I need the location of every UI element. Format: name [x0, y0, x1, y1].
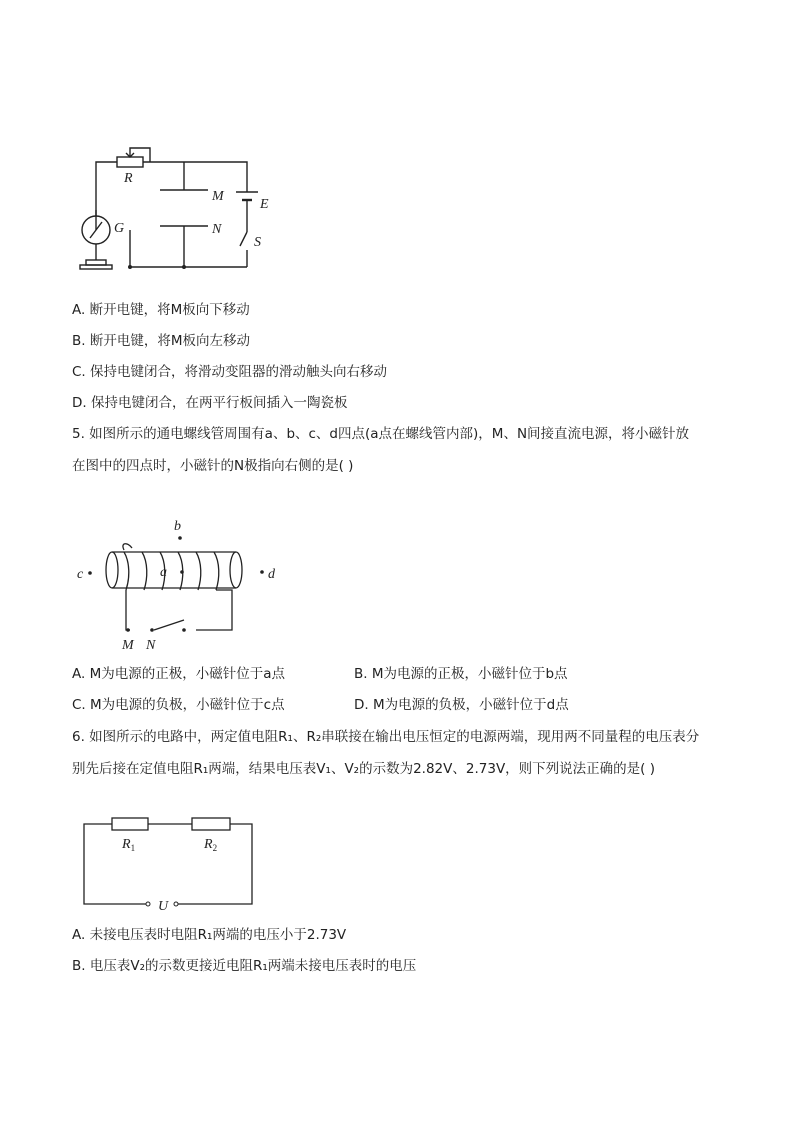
fig5-label-a: a: [160, 565, 167, 580]
fig6-label-r2: $R_2$: [204, 837, 218, 853]
q5-option-a: A. M为电源的正极，小磁针位于a点: [72, 666, 286, 682]
fig5-label-n: N: [146, 638, 156, 653]
fig4-label-n: N: [212, 222, 222, 237]
q6-option-a: A. 未接电压表时电阻R₁两端的电压小于2.73V: [72, 927, 347, 943]
q6-stem-line2: 别先后接在定值电阻R₁两端，结果电压表V₁、V₂的示数为2.82V、2.73V，则下列说法正确的是( ): [72, 761, 655, 777]
fig5-label-b: b: [174, 519, 181, 534]
solenoid-figure: [72, 512, 292, 656]
q5-stem-line1: 5. 如图所示的通电螺线管周围有a、b、c、d四点(a点在螺线管内部)，M、N间接直流电源，将小磁针放: [72, 426, 690, 442]
fig4-label-g: G: [114, 221, 125, 236]
q6-stem-line1: 6. 如图所示的电路中，两定值电阻R₁、R₂串联接在输出电压恒定的电源两端，现用两不同量程的电压表分: [72, 729, 700, 745]
q6-option-b: B. 电压表V₂的示数更接近电阻R₁两端未接电压表时的电压: [72, 958, 417, 974]
q5-option-b: B. M为电源的正极，小磁针位于b点: [354, 666, 568, 682]
fig4-label-m: M: [212, 189, 224, 204]
q4-option-b: B. 断开电键，将M板向左移动: [72, 333, 250, 349]
fig5-label-d: d: [268, 567, 275, 582]
q5-option-d: D. M为电源的负极，小磁针位于d点: [354, 697, 569, 713]
q5-option-c: C. M为电源的负极，小磁针位于c点: [72, 697, 285, 713]
fig6-label-r1: $R_1$: [122, 837, 136, 853]
q4-option-a: A. 断开电键，将M板向下移动: [72, 302, 250, 318]
q4-option-d: D. 保持电键闭合，在两平行板间插入一陶瓷板: [72, 395, 348, 411]
fig6-label-u: U: [158, 899, 169, 914]
series-resistor-figure: [72, 812, 272, 916]
fig5-label-c: c: [77, 567, 84, 582]
q4-option-c: C. 保持电键闭合，将滑动变阻器的滑动触头向右移动: [72, 364, 388, 380]
capacitor-circuit-figure: [72, 140, 292, 280]
fig5-label-m: M: [122, 638, 134, 653]
fig4-label-e: E: [260, 197, 269, 212]
q5-stem-line2: 在图中的四点时，小磁针的N极指向右侧的是( ): [72, 458, 354, 474]
fig4-label-r: R: [124, 171, 133, 186]
fig4-label-s: S: [254, 235, 261, 250]
